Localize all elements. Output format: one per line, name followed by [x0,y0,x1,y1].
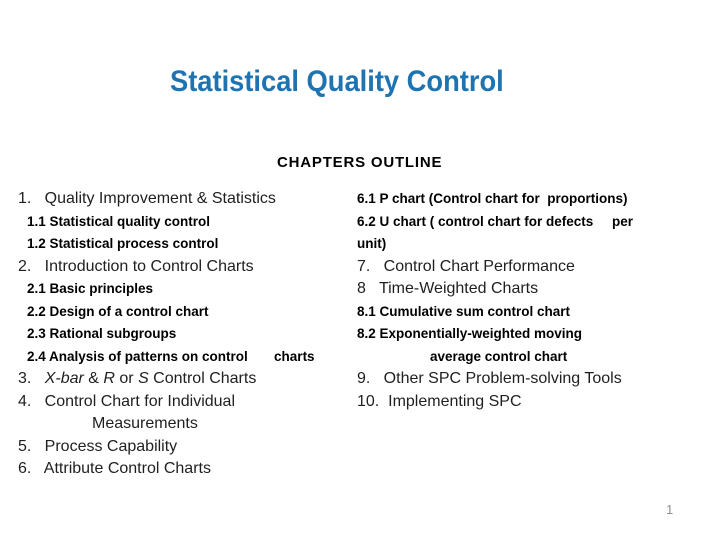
outline-item-2-2: 2.2 Design of a control chart [27,303,209,319]
outline-item-4: 4. Control Chart for Individual [18,392,235,410]
outline-item-6-2-continuation: unit) [357,236,387,251]
outline-item-7: 7. Control Chart Performance [357,257,575,275]
outline-item-2-1: 2.1 Basic principles [27,281,154,296]
outline-item-8-2: 8.2 Exponentially-weighted moving [357,326,583,341]
outline-item-1: 1. Quality Improvement & Statistics [18,190,276,207]
outline-item-6: 6. Attribute Control Charts [18,460,211,477]
outline-item-3-or: or [114,370,139,387]
outline-item-6-2: 6.2 U chart ( control chart for defects per [357,213,634,229]
outline-item-2: 2. Introduction to Control Charts [18,257,254,275]
outline-item-8: 8 Time-Weighted Charts [357,280,539,297]
outline-item-1-1: 1.1 Statistical quality control [27,213,211,229]
outline-item-8-1: 8.1 Cumulative sum control chart [357,303,571,319]
outline-item-4-continuation: Measurements [92,415,198,432]
outline-item-2-3: 2.3 Rational subgroups [27,326,177,341]
page-number: 1 [666,502,674,517]
outline-item-6-1: 6.1 P chart (Control chart for proportions) [357,191,628,206]
outline-item-8-2-continuation: average control chart [430,348,568,364]
outline-item-5: 5. Process Capability [18,437,178,455]
chapters-outline-heading: CHAPTERS OUTLINE [277,154,443,171]
outline-item-3-rest: Control Charts [148,370,257,387]
outline-item-9: 9. Other SPC Problem-solving Tools [357,370,622,387]
slide-title: Statistical Quality Control [170,65,504,98]
outline-item-3-r: R [103,370,115,387]
outline-item-10: 10. Implementing SPC [357,392,522,410]
outline-left-column [18,188,363,481]
outline-item-3-number: 3. [18,370,45,387]
outline-item-2-4: 2.4 Analysis of patterns on control charts [27,348,315,364]
outline-item-3 [18,368,363,391]
outline-item-3-s: S [138,370,149,387]
outline-right-column [357,188,719,413]
outline-item-3-xbar: X-bar [44,370,84,387]
outline-item-3-amp: & [83,370,104,387]
outline-item-1-2: 1.2 Statistical process control [27,236,219,251]
